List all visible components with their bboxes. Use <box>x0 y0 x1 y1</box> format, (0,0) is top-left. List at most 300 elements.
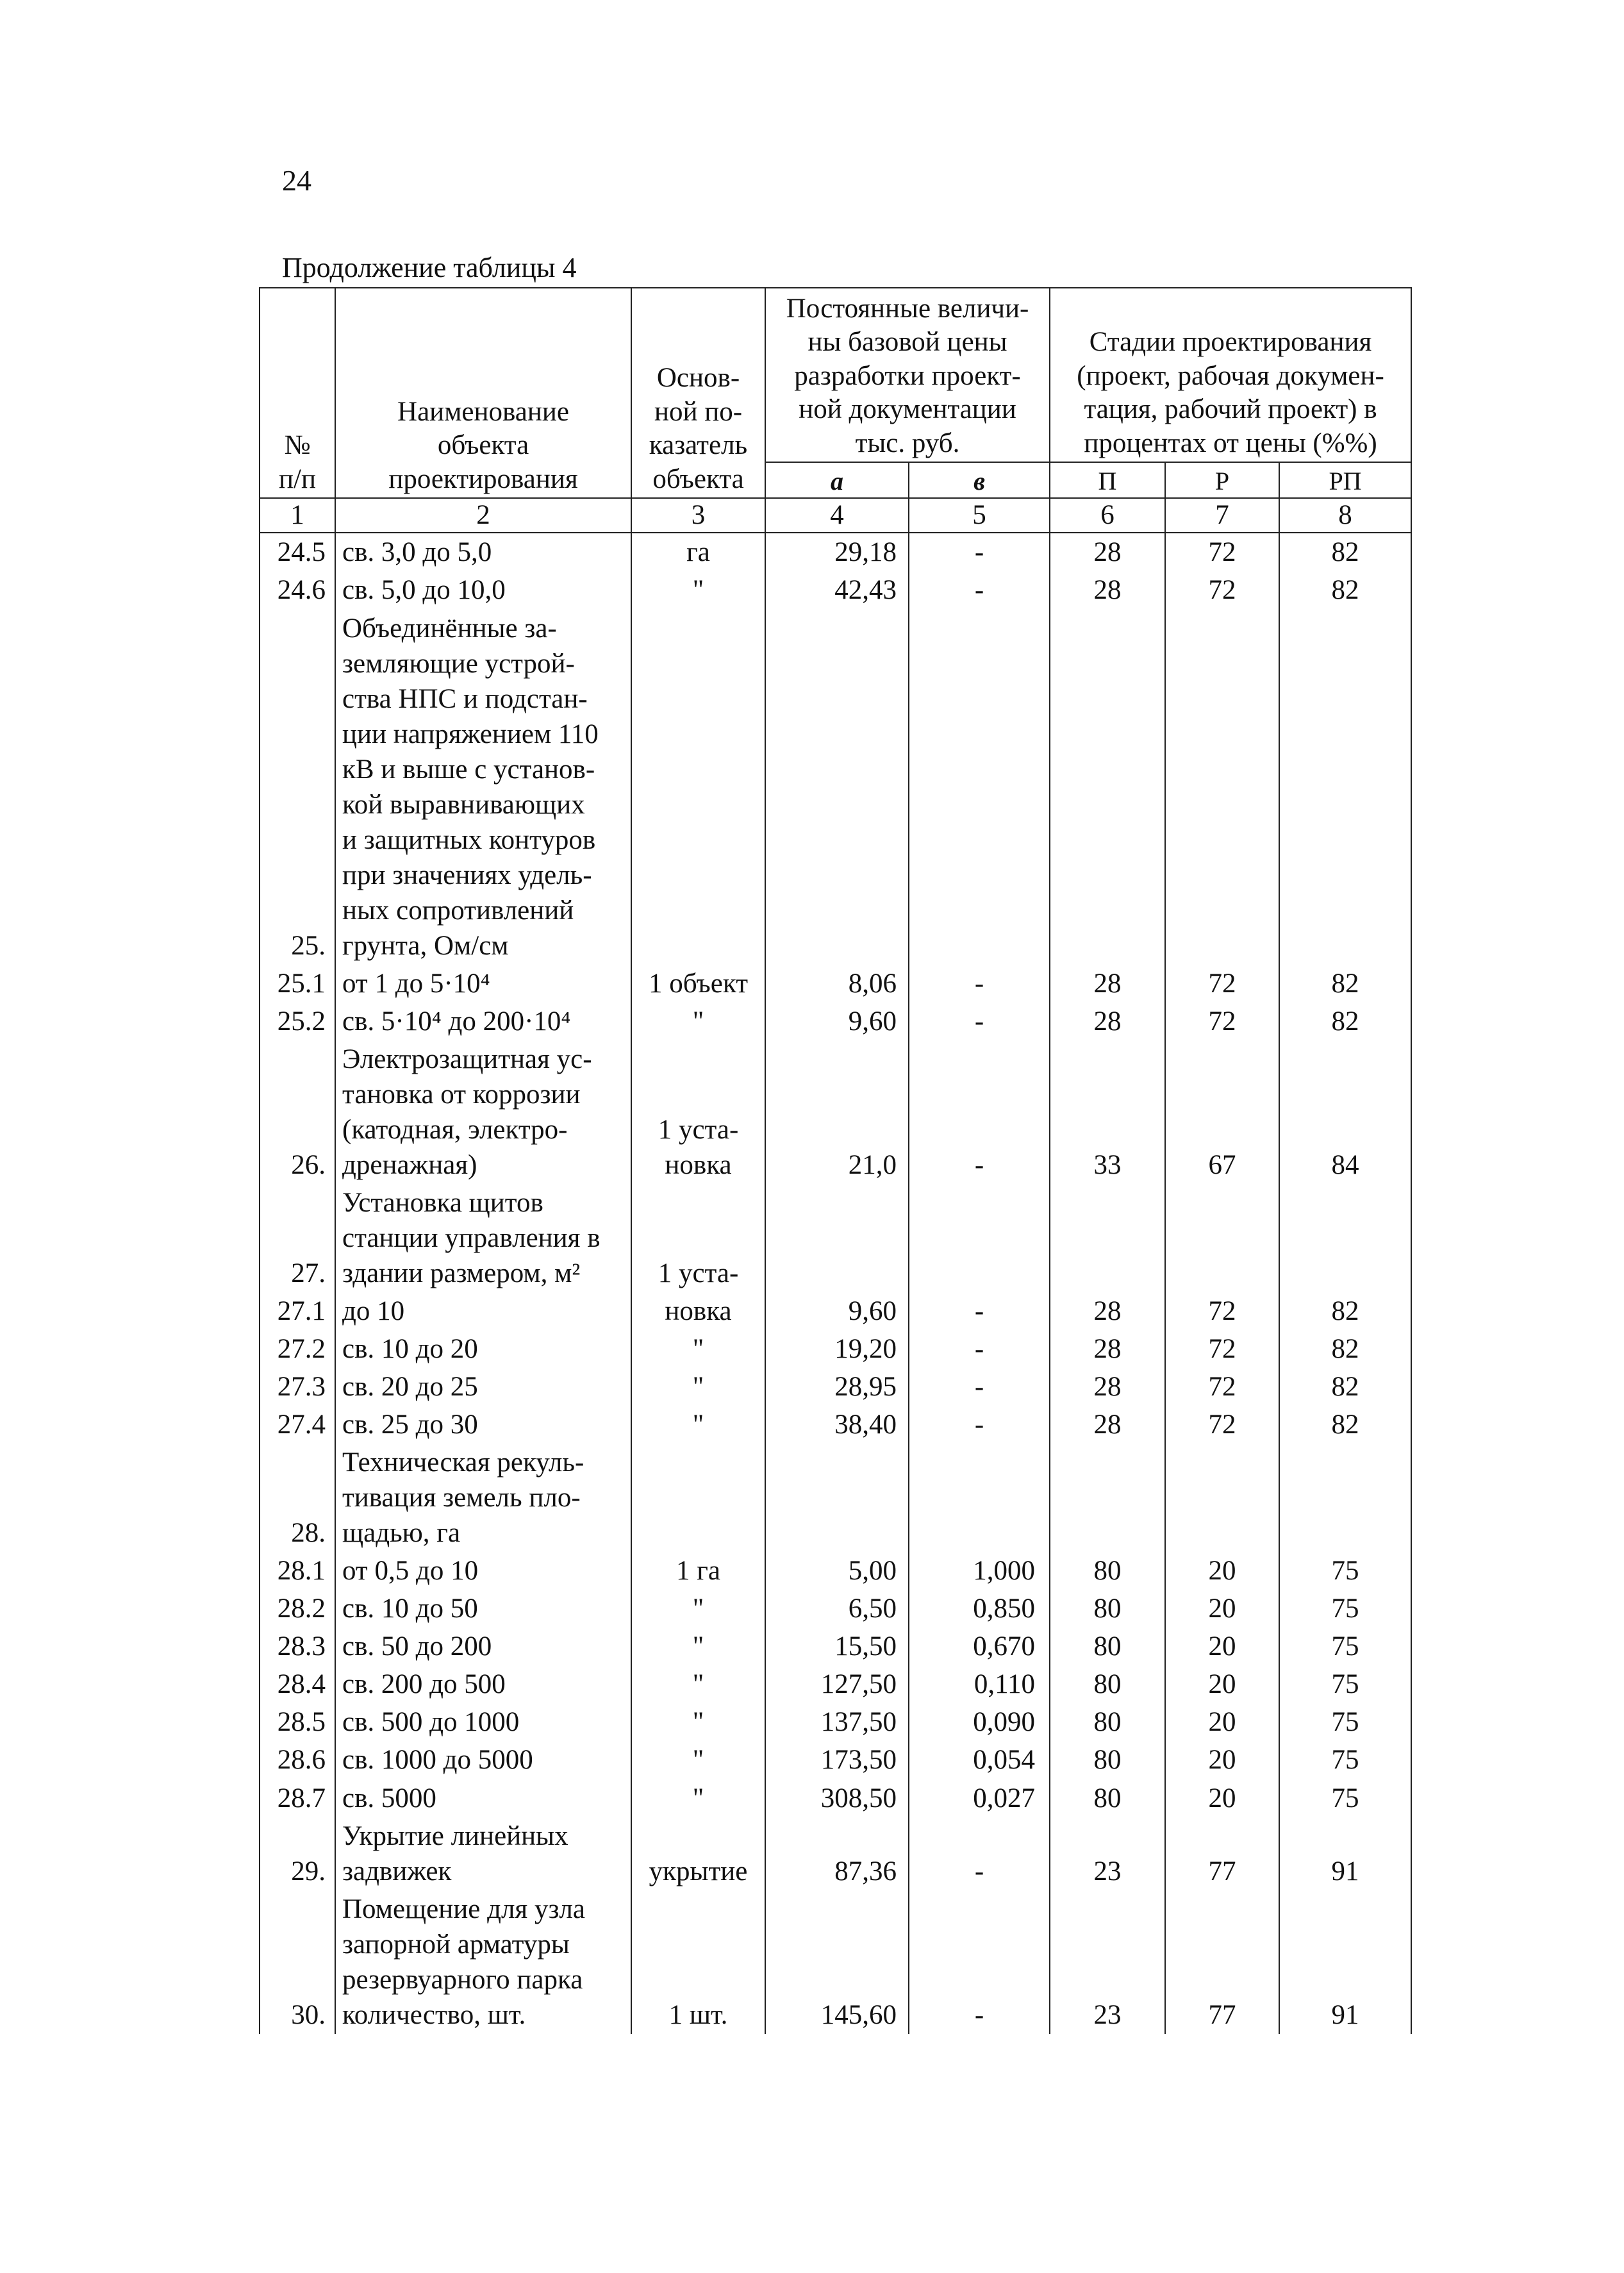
base-indicator <box>631 965 765 1003</box>
stage-r-text: 72 <box>1208 1410 1236 1440</box>
stage-rp <box>1279 1040 1411 1184</box>
price-table <box>259 287 1412 2034</box>
stage-rp <box>1279 965 1411 1003</box>
stage-r <box>1165 1552 1279 1590</box>
price-b-text: - <box>974 1372 984 1403</box>
stage-p <box>1050 1590 1165 1628</box>
stage-r-text: 72 <box>1208 1296 1236 1327</box>
price-b <box>909 1703 1050 1741</box>
price-b-text: 0,850 <box>973 1594 1035 1624</box>
object-name <box>335 533 631 571</box>
stage-rp <box>1279 1703 1411 1741</box>
stage-p-text: 80 <box>1093 1745 1122 1776</box>
row-number-text: 27.4 <box>277 1410 326 1440</box>
price-a-text: 145,60 <box>820 1999 897 2030</box>
stage-p <box>1050 1330 1165 1368</box>
col-number: 8 <box>1279 498 1411 533</box>
price-a-text: 9,60 <box>848 1296 897 1327</box>
stage-rp <box>1279 571 1411 609</box>
stage-rp <box>1279 1779 1411 1817</box>
stage-rp-text: 75 <box>1331 1783 1359 1813</box>
stage-rp <box>1279 1003 1411 1040</box>
object-name-text: Укрытие линейных задвижек <box>342 1820 568 1886</box>
object-name-text: Техническая рекуль- тивация земель пло- щадью, га <box>342 1447 584 1549</box>
stage-r-text: 20 <box>1208 1783 1236 1813</box>
price-a <box>765 1628 909 1665</box>
object-name <box>335 1330 631 1368</box>
object-name-text: св. 5,0 до 10,0 <box>342 575 506 606</box>
base-indicator <box>631 1184 765 1292</box>
stage-rp <box>1279 1330 1411 1368</box>
base-indicator <box>631 1444 765 1552</box>
stage-r-text: 77 <box>1208 1856 1236 1886</box>
stage-p-text: 23 <box>1093 1856 1122 1886</box>
header-a: а <box>765 462 909 498</box>
stage-rp-text: 75 <box>1331 1594 1359 1624</box>
table-row <box>260 1665 1411 1703</box>
base-indicator-text: 1 уста- новка <box>658 1114 739 1180</box>
stage-rp-text: 75 <box>1331 1669 1359 1700</box>
stage-r-text: 20 <box>1208 1745 1236 1776</box>
object-name-text: св. 5·10⁴ до 200·10⁴ <box>342 1006 571 1037</box>
row-number <box>260 1779 335 1817</box>
row-number-text: 28.5 <box>277 1707 326 1738</box>
row-number-text: 28.6 <box>277 1745 326 1776</box>
stage-r-text: 72 <box>1208 1334 1236 1365</box>
table-row <box>260 1817 1411 1890</box>
object-name-text: св. 10 до 50 <box>342 1594 478 1624</box>
object-name <box>335 1368 631 1406</box>
base-indicator <box>631 1628 765 1665</box>
price-b-text: 0,090 <box>973 1707 1035 1738</box>
stage-rp-text: 82 <box>1331 1334 1359 1365</box>
col-number: 4 <box>765 498 909 533</box>
price-a <box>765 1590 909 1628</box>
stage-p <box>1050 1444 1165 1552</box>
base-indicator <box>631 571 765 609</box>
table-row <box>260 1184 1411 1292</box>
stage-p-text: 80 <box>1093 1669 1122 1700</box>
price-b-text: - <box>974 1334 984 1365</box>
row-number <box>260 1628 335 1665</box>
col-number: 3 <box>631 498 765 533</box>
price-a-text: 127,50 <box>820 1669 897 1700</box>
stage-p-text: 28 <box>1093 537 1122 568</box>
stage-p-text: 80 <box>1093 1631 1122 1662</box>
stage-p-text: 28 <box>1093 1334 1122 1365</box>
price-a-text: 21,0 <box>848 1149 897 1180</box>
table-row <box>260 1590 1411 1628</box>
base-indicator-text: " <box>692 1006 704 1037</box>
object-name <box>335 1184 631 1292</box>
stage-r-text: 72 <box>1208 1372 1236 1403</box>
base-indicator-text: га <box>686 537 710 568</box>
row-number <box>260 1003 335 1040</box>
price-b-text: - <box>974 537 984 568</box>
base-indicator-text: 1 шт. <box>668 1999 728 2030</box>
stage-p-text: 28 <box>1093 1006 1122 1037</box>
object-name <box>335 1040 631 1184</box>
row-number <box>260 1741 335 1779</box>
stage-p <box>1050 571 1165 609</box>
price-a <box>765 1779 909 1817</box>
base-indicator-text: новка <box>665 1296 732 1327</box>
stage-p <box>1050 1368 1165 1406</box>
price-b <box>909 1779 1050 1817</box>
base-indicator <box>631 1890 765 2034</box>
object-name <box>335 1628 631 1665</box>
base-indicator <box>631 1040 765 1184</box>
header-price: Постоянные величи- ны базовой цены разработки проект- ной документации тыс. руб. <box>765 288 1050 462</box>
page-number: 24 <box>282 164 311 197</box>
base-indicator <box>631 610 765 965</box>
price-b <box>909 1590 1050 1628</box>
stage-r-text: 67 <box>1208 1149 1236 1180</box>
stage-p <box>1050 1628 1165 1665</box>
stage-p <box>1050 965 1165 1003</box>
price-b-text: - <box>974 968 984 999</box>
stage-rp-text: 82 <box>1331 1372 1359 1403</box>
price-a-text: 173,50 <box>820 1745 897 1776</box>
object-name-text: Помещение для узла запорной арматуры резервуарного парка количество, шт. <box>342 1894 585 2030</box>
price-a-text: 6,50 <box>848 1594 897 1624</box>
price-a-text: 308,50 <box>820 1783 897 1813</box>
stage-p <box>1050 1703 1165 1741</box>
stage-r-text: 20 <box>1208 1556 1236 1586</box>
price-b <box>909 610 1050 965</box>
price-b-text: 1,000 <box>973 1556 1035 1586</box>
row-number <box>260 1665 335 1703</box>
row-number-text: 28.7 <box>277 1783 326 1813</box>
base-indicator-text: " <box>692 1410 704 1440</box>
header-rp: РП <box>1279 462 1411 498</box>
object-name <box>335 1003 631 1040</box>
price-b <box>909 1665 1050 1703</box>
base-indicator-text: 1 га <box>676 1556 720 1586</box>
stage-rp-text: 82 <box>1331 575 1359 606</box>
row-number <box>260 1040 335 1184</box>
stage-r <box>1165 533 1279 571</box>
stage-p-text: 80 <box>1093 1556 1122 1586</box>
table-body <box>260 533 1411 2033</box>
price-a <box>765 1890 909 2034</box>
stage-p <box>1050 1552 1165 1590</box>
base-indicator-text: 1 объект <box>649 968 748 999</box>
header-stages: Стадии проектирования (проект, рабочая докумен- тация, рабочий проект) в процентах от цены (%%) <box>1050 288 1411 462</box>
stage-r <box>1165 1003 1279 1040</box>
row-number <box>260 533 335 571</box>
col-number: 6 <box>1050 498 1165 533</box>
stage-p-text: 28 <box>1093 575 1122 606</box>
stage-p <box>1050 1003 1165 1040</box>
object-name-text: св. 5000 <box>342 1783 436 1813</box>
stage-r-text: 20 <box>1208 1594 1236 1624</box>
price-a <box>765 1444 909 1552</box>
price-b <box>909 1406 1050 1444</box>
base-indicator <box>631 1292 765 1330</box>
stage-r <box>1165 965 1279 1003</box>
stage-p <box>1050 1890 1165 2034</box>
price-b-text: 0,027 <box>973 1783 1035 1813</box>
stage-r <box>1165 1292 1279 1330</box>
row-number-text: 27.2 <box>277 1334 326 1365</box>
base-indicator <box>631 1406 765 1444</box>
price-a <box>765 1406 909 1444</box>
price-a <box>765 1665 909 1703</box>
stage-p <box>1050 1184 1165 1292</box>
price-a-text: 42,43 <box>834 575 897 606</box>
base-indicator <box>631 1779 765 1817</box>
object-name <box>335 1817 631 1890</box>
stage-rp-text: 82 <box>1331 1296 1359 1327</box>
price-a <box>765 1817 909 1890</box>
table-row <box>260 1741 1411 1779</box>
table-row <box>260 533 1411 571</box>
stage-p-text: 28 <box>1093 1410 1122 1440</box>
stage-p-text: 80 <box>1093 1707 1122 1738</box>
price-a <box>765 610 909 965</box>
price-b-text: - <box>974 1856 984 1886</box>
stage-p-text: 23 <box>1093 1999 1122 2030</box>
stage-rp <box>1279 1817 1411 1890</box>
row-number <box>260 965 335 1003</box>
header-r: Р <box>1165 462 1279 498</box>
stage-p <box>1050 1040 1165 1184</box>
table-row <box>260 1003 1411 1040</box>
table-row <box>260 1406 1411 1444</box>
base-indicator-text: " <box>692 1631 704 1662</box>
object-name-text: Объединённые за- земляющие устрой- ства НПС и подстан- ции напряжением 110 кВ и выше с установ- кой выравнивающих и защитных контуров при значениях удель- ных сопротивлений грунта, Ом/см <box>342 613 599 961</box>
col-number: 1 <box>260 498 335 533</box>
row-number <box>260 1590 335 1628</box>
stage-rp-text: 75 <box>1331 1707 1359 1738</box>
object-name-text: Установка щитов станции управления в здании размером, м² <box>342 1188 601 1289</box>
stage-r <box>1165 571 1279 609</box>
price-b <box>909 1741 1050 1779</box>
stage-r <box>1165 1817 1279 1890</box>
price-a <box>765 1741 909 1779</box>
col-number: 5 <box>909 498 1050 533</box>
price-b-text: - <box>974 575 984 606</box>
row-number-text: 25.1 <box>277 968 326 999</box>
stage-r-text: 77 <box>1208 1999 1236 2030</box>
row-number <box>260 1330 335 1368</box>
stage-r <box>1165 1779 1279 1817</box>
table-row <box>260 1552 1411 1590</box>
object-name-text: до 10 <box>342 1296 405 1327</box>
row-number <box>260 1703 335 1741</box>
price-b-text: - <box>974 1296 984 1327</box>
price-a-text: 5,00 <box>848 1556 897 1586</box>
stage-rp <box>1279 1406 1411 1444</box>
price-b <box>909 1444 1050 1552</box>
stage-p <box>1050 1665 1165 1703</box>
price-a <box>765 1184 909 1292</box>
price-a-text: 15,50 <box>834 1631 897 1662</box>
base-indicator <box>631 1817 765 1890</box>
price-b-text: - <box>974 1999 984 2030</box>
price-b-text: - <box>974 1149 984 1180</box>
object-name <box>335 965 631 1003</box>
row-number <box>260 1444 335 1552</box>
price-b <box>909 1003 1050 1040</box>
row-number-text: 25. <box>291 930 326 961</box>
row-number-text: 28.4 <box>277 1669 326 1700</box>
table-row <box>260 1890 1411 2034</box>
stage-p <box>1050 1292 1165 1330</box>
row-number <box>260 1817 335 1890</box>
stage-p-text: 28 <box>1093 1372 1122 1403</box>
row-number-text: 28.1 <box>277 1556 326 1586</box>
price-a <box>765 1330 909 1368</box>
row-number-text: 27.3 <box>277 1372 326 1403</box>
price-b <box>909 1817 1050 1890</box>
base-indicator <box>631 1003 765 1040</box>
base-indicator <box>631 1703 765 1741</box>
stage-rp-text: 91 <box>1331 1999 1359 2030</box>
stage-rp-text: 75 <box>1331 1556 1359 1586</box>
price-b <box>909 533 1050 571</box>
base-indicator <box>631 1741 765 1779</box>
stage-p <box>1050 1741 1165 1779</box>
price-a-text: 38,40 <box>834 1410 897 1440</box>
price-b <box>909 571 1050 609</box>
header-p: П <box>1050 462 1165 498</box>
stage-rp <box>1279 533 1411 571</box>
col-number: 2 <box>335 498 631 533</box>
table-row <box>260 1368 1411 1406</box>
price-a-text: 29,18 <box>834 537 897 568</box>
base-indicator-text: " <box>692 1745 704 1776</box>
stage-rp <box>1279 1368 1411 1406</box>
price-a <box>765 1003 909 1040</box>
stage-rp-text: 75 <box>1331 1631 1359 1662</box>
stage-r <box>1165 1406 1279 1444</box>
stage-r-text: 72 <box>1208 968 1236 999</box>
stage-p <box>1050 610 1165 965</box>
row-number-text: 28.3 <box>277 1631 326 1662</box>
stage-p <box>1050 533 1165 571</box>
stage-r <box>1165 1184 1279 1292</box>
table-row <box>260 610 1411 965</box>
price-a-text: 28,95 <box>834 1372 897 1403</box>
stage-rp-text: 84 <box>1331 1149 1359 1180</box>
base-indicator <box>631 1552 765 1590</box>
object-name-text: св. 10 до 20 <box>342 1334 478 1365</box>
stage-rp <box>1279 1665 1411 1703</box>
stage-rp <box>1279 1444 1411 1552</box>
stage-rp <box>1279 1741 1411 1779</box>
object-name-text: от 0,5 до 10 <box>342 1556 479 1586</box>
table-row <box>260 1292 1411 1330</box>
stage-rp-text: 82 <box>1331 1410 1359 1440</box>
base-indicator-text: " <box>692 1372 704 1403</box>
row-number-text: 24.6 <box>277 575 326 606</box>
object-name <box>335 610 631 965</box>
row-number <box>260 1292 335 1330</box>
price-a <box>765 1552 909 1590</box>
stage-r <box>1165 1628 1279 1665</box>
row-number <box>260 1890 335 2034</box>
base-indicator-text: укрытие <box>649 1856 748 1886</box>
object-name-text: св. 25 до 30 <box>342 1410 478 1440</box>
price-a <box>765 1040 909 1184</box>
stage-r <box>1165 1040 1279 1184</box>
object-name <box>335 1665 631 1703</box>
base-indicator <box>631 533 765 571</box>
base-indicator <box>631 1590 765 1628</box>
stage-p-text: 80 <box>1093 1783 1122 1813</box>
price-a <box>765 1292 909 1330</box>
base-indicator <box>631 1665 765 1703</box>
object-name <box>335 1779 631 1817</box>
stage-r-text: 72 <box>1208 537 1236 568</box>
stage-p-text: 28 <box>1093 1296 1122 1327</box>
base-indicator-text: " <box>692 1334 704 1365</box>
table-row <box>260 1779 1411 1817</box>
price-b-text: 0,054 <box>973 1745 1035 1776</box>
table-row <box>260 1444 1411 1552</box>
price-a-text: 137,50 <box>820 1707 897 1738</box>
table-row <box>260 571 1411 609</box>
price-a <box>765 1368 909 1406</box>
table-row <box>260 1330 1411 1368</box>
base-indicator-text: " <box>692 1783 704 1813</box>
row-number <box>260 1184 335 1292</box>
object-name-text: от 1 до 5·10⁴ <box>342 968 490 999</box>
row-number <box>260 1406 335 1444</box>
object-name <box>335 1552 631 1590</box>
price-a <box>765 965 909 1003</box>
table-row <box>260 1703 1411 1741</box>
stage-r-text: 20 <box>1208 1707 1236 1738</box>
stage-r-text: 20 <box>1208 1631 1236 1662</box>
stage-rp <box>1279 610 1411 965</box>
stage-p-text: 33 <box>1093 1149 1122 1180</box>
object-name <box>335 1444 631 1552</box>
stage-rp <box>1279 1184 1411 1292</box>
price-b <box>909 1368 1050 1406</box>
base-indicator-text: " <box>692 1669 704 1700</box>
base-indicator-text: " <box>692 575 704 606</box>
stage-r <box>1165 1590 1279 1628</box>
stage-rp <box>1279 1590 1411 1628</box>
price-b <box>909 1890 1050 2034</box>
row-number-text: 24.5 <box>277 537 326 568</box>
price-b <box>909 1040 1050 1184</box>
row-number-text: 30. <box>291 1999 326 2030</box>
stage-p <box>1050 1817 1165 1890</box>
price-b <box>909 1330 1050 1368</box>
table-caption: Продолжение таблицы 4 <box>282 252 577 283</box>
object-name-text: св. 1000 до 5000 <box>342 1745 533 1776</box>
stage-p <box>1050 1406 1165 1444</box>
object-name <box>335 1292 631 1330</box>
stage-p <box>1050 1779 1165 1817</box>
stage-r <box>1165 1444 1279 1552</box>
price-b-text: - <box>974 1006 984 1037</box>
price-b-text: - <box>974 1410 984 1440</box>
stage-rp <box>1279 1552 1411 1590</box>
object-name <box>335 1703 631 1741</box>
object-name-text: св. 500 до 1000 <box>342 1707 520 1738</box>
price-b <box>909 1292 1050 1330</box>
price-b <box>909 1184 1050 1292</box>
stage-r <box>1165 1368 1279 1406</box>
header-indicator: Основ- ной по- казатель объекта <box>631 288 765 498</box>
stage-r-text: 20 <box>1208 1669 1236 1700</box>
row-number-text: 29. <box>291 1856 326 1886</box>
